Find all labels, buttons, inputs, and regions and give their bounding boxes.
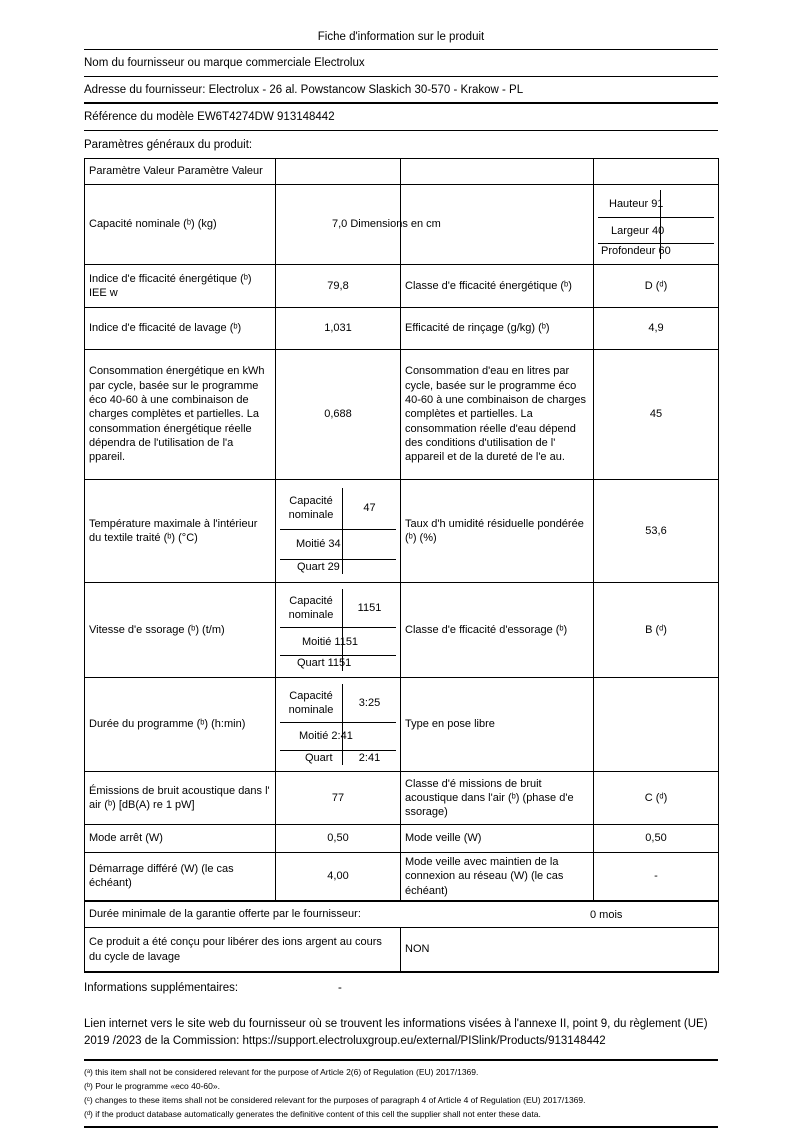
dimension-width: Largeur 40 (598, 217, 661, 243)
bottom-divider (84, 1126, 718, 1128)
supplier-name-row: Nom du fournisseur ou marque commerciale Electrolux (84, 50, 718, 77)
footnote-a: (ᵃ) this item shall not be considered relevant for the purpose of Article 2(6) of Regulation (EU) 2017/1369. (84, 1067, 479, 1078)
temperature-row (85, 480, 719, 583)
footnote-d: (ᵈ) if the product database automatically generates the definitive content of this cell the supplier shall not enter these data. (84, 1108, 541, 1119)
spin-class-value-cell: B (ᵈ) (594, 583, 719, 678)
programme-duration-row (85, 678, 719, 772)
temp-rated-label: Capacité nominale (280, 488, 343, 529)
spin-quarter-label: Quart 1151 (280, 655, 343, 670)
temperature-subtable-cell (276, 480, 401, 583)
temp-quarter-label: Quart 29 (280, 559, 343, 574)
networked-standby-param-cell: Mode veille avec maintien de la connexion au réseau (W) (le cas échéant) (401, 853, 594, 901)
dimension-width-value (661, 217, 714, 243)
spin-speed-row (85, 583, 719, 678)
additional-info-row (84, 982, 718, 1002)
energy-consumption-value-cell: 0,688 (276, 350, 401, 480)
spin-param-cell: Vitesse d'e ssorage (ᵇ) (t/m) (85, 583, 276, 678)
off-mode-param-cell: Mode arrêt (W) (85, 825, 276, 853)
water-consumption-value-cell: 45 (594, 350, 719, 480)
warranty-label: Durée minimale de la garantie offerte par le fournisseur: (89, 908, 361, 921)
warranty-row (85, 901, 719, 928)
rinse-value-cell: 4,9 (594, 308, 719, 350)
energy-class-value-cell: D (ᵈ) (594, 265, 719, 308)
capacity-row (85, 185, 719, 265)
temperature-param-cell: Température maximale à l'intérieur du textile traité (ᵇ) (°C) (85, 480, 276, 583)
spin-half-label: Moitié 1151 (280, 627, 343, 655)
general-parameters-heading: Paramètres généraux du produit: (84, 138, 253, 151)
networked-standby-value-cell: - (594, 853, 719, 901)
model-reference-row: Référence du modèle EW6T4274DW 913148442 (84, 104, 718, 131)
additional-info-value: - (338, 981, 342, 994)
delayed-start-param-cell: Démarrage différé (W) (le cas échéant) (85, 853, 276, 901)
capacity-param-cell: Capacité nominale (ᵇ) (kg) (85, 185, 276, 265)
parameters-table (84, 158, 719, 973)
spin-half-value (343, 627, 396, 655)
dimensions-cell (594, 185, 719, 265)
duration-quarter-label: Quart (280, 750, 343, 765)
duration-subgrid (280, 684, 396, 765)
footnote-b: (ᵇ) Pour le programme «eco 40-60». (84, 1081, 220, 1092)
header-cell-empty (594, 159, 719, 185)
installation-type-value-cell (594, 678, 719, 772)
duration-subtable-cell (276, 678, 401, 772)
duration-quarter-value: 2:41 (343, 750, 396, 765)
wash-efficiency-row (85, 308, 719, 350)
consumption-row (85, 350, 719, 480)
duration-rated-value: 3:25 (358, 696, 381, 709)
silver-ions-label-cell: Ce produit a été conçu pour libérer des ions argent au cours du cycle de lavage (85, 928, 401, 972)
dimensions-subgrid (598, 190, 714, 258)
footnotes (84, 1066, 718, 1121)
footnote-c: (ᶜ) changes to these items shall not be considered relevant for the purposes of paragraph 4 of Article 4 of Regulation (EU) 2017/1369. (84, 1094, 586, 1105)
silver-ions-row (85, 928, 719, 972)
humidity-value-cell: 53,6 (594, 480, 719, 583)
wash-index-param-cell: Indice d'e fficacité de lavage (ᵇ) (85, 308, 276, 350)
duration-half-label: Moitié 2:41 (280, 722, 343, 750)
off-mode-row (85, 825, 719, 853)
noise-class-value-cell: C (ᵈ) (594, 772, 719, 825)
spin-subgrid (280, 589, 396, 670)
capacity-value-text: 7,0 Dimensions en cm (332, 218, 441, 231)
dimension-depth: Profondeur 60 (598, 243, 661, 258)
dimension-depth-value (661, 243, 714, 258)
energy-efficiency-index-row (85, 265, 719, 308)
off-mode-value-cell: 0,50 (276, 825, 401, 853)
dimension-height: Hauteur 91 (598, 190, 661, 217)
table-header-row (85, 159, 719, 185)
dimension-height-value (661, 190, 714, 217)
duration-param-cell: Durée du programme (ᵇ) (h:min) (85, 678, 276, 772)
document-content (84, 0, 718, 1128)
standby-value-cell: 0,50 (594, 825, 719, 853)
duration-half-value (343, 722, 396, 750)
header-cell-empty (401, 159, 594, 185)
wash-index-value-cell: 1,031 (276, 308, 401, 350)
supplier-website-link-text: Lien internet vers le site web du fournisseur où se trouvent les informations visées à l'annexe II, point 9, du règlement (UE) 2019 /2023 de la Commission: https://support.electroluxgroup.eu/external/PISlink/Products/913148442 (84, 1017, 708, 1048)
delayed-start-value-cell: 4,00 (276, 853, 401, 901)
spin-rated-value: 1151 (357, 602, 382, 615)
eei-param-cell: Indice d'e fficacité énergétique (ᵇ) IEE w (85, 265, 276, 308)
temp-quarter-value (343, 559, 396, 574)
warranty-value: 0 mois (590, 908, 623, 921)
eei-value-cell: 79,8 (276, 265, 401, 308)
standby-param-cell: Mode veille (W) (401, 825, 594, 853)
rinse-param-cell: Efficacité de rinçage (g/kg) (ᵇ) (401, 308, 594, 350)
noise-class-param-cell: Classe d'é missions de bruit acoustique dans l'air (ᵇ) (phase d'e ssorage) (401, 772, 594, 825)
capacity-value-cell (276, 185, 441, 265)
additional-info-label: Informations supplémentaires: (84, 981, 239, 994)
humidity-param-cell: Taux d'h umidité résiduelle pondérée (ᵇ) (%) (401, 480, 594, 583)
supplier-address-row: Adresse du fournisseur: Electrolux - 26 al. Powstancow Slaskich 30-570 - Krakow - PL (84, 77, 718, 104)
warranty-cell (85, 901, 719, 928)
energy-consumption-param-cell: Consommation énergétique en kWh par cycle, basée sur le programme éco 40-60 à une combinaison de charges complètes et partielles. La consommation énergétique réelle dépendra de l'utilisation de l'a ppareil. (85, 350, 276, 480)
installation-type-cell: Type en pose libre (401, 678, 594, 772)
spin-rated-label: Capacité nominale (280, 589, 343, 627)
noise-value-cell: 77 (276, 772, 401, 825)
footnotes-divider (84, 1059, 718, 1061)
temp-half-value (343, 529, 396, 559)
delayed-start-row (85, 853, 719, 901)
duration-rated-label: Capacité nominale (280, 684, 343, 722)
header-cell: Paramètre Valeur Paramètre Valeur (85, 159, 276, 185)
spin-quarter-value (343, 655, 396, 670)
water-consumption-param-cell: Consommation d'eau en litres par cycle, basée sur le programme éco 40-60 à une combinaison de charges complètes et partielles. La consommation réelle d'eau dépend des conditions d'utilisation de l' appareil et de la dureté de l'e au. (401, 350, 594, 480)
temperature-subgrid (280, 488, 396, 574)
energy-class-param-cell: Classe d'e fficacité énergétique (ᵇ) (401, 265, 594, 308)
spin-subtable-cell (276, 583, 401, 678)
spin-class-param-cell: Classe d'e fficacité d'essorage (ᵇ) (401, 583, 594, 678)
silver-ions-value-cell: NON (401, 928, 719, 972)
noise-param-cell: Émissions de bruit acoustique dans l' air (ᵇ) [dB(A) re 1 pW] (85, 772, 276, 825)
header-cell-empty (276, 159, 401, 185)
document-title: Fiche d'information sur le produit (84, 0, 718, 50)
temp-half-label: Moitié 34 (280, 529, 343, 559)
noise-row (85, 772, 719, 825)
temp-rated-value: 47 (363, 502, 376, 515)
